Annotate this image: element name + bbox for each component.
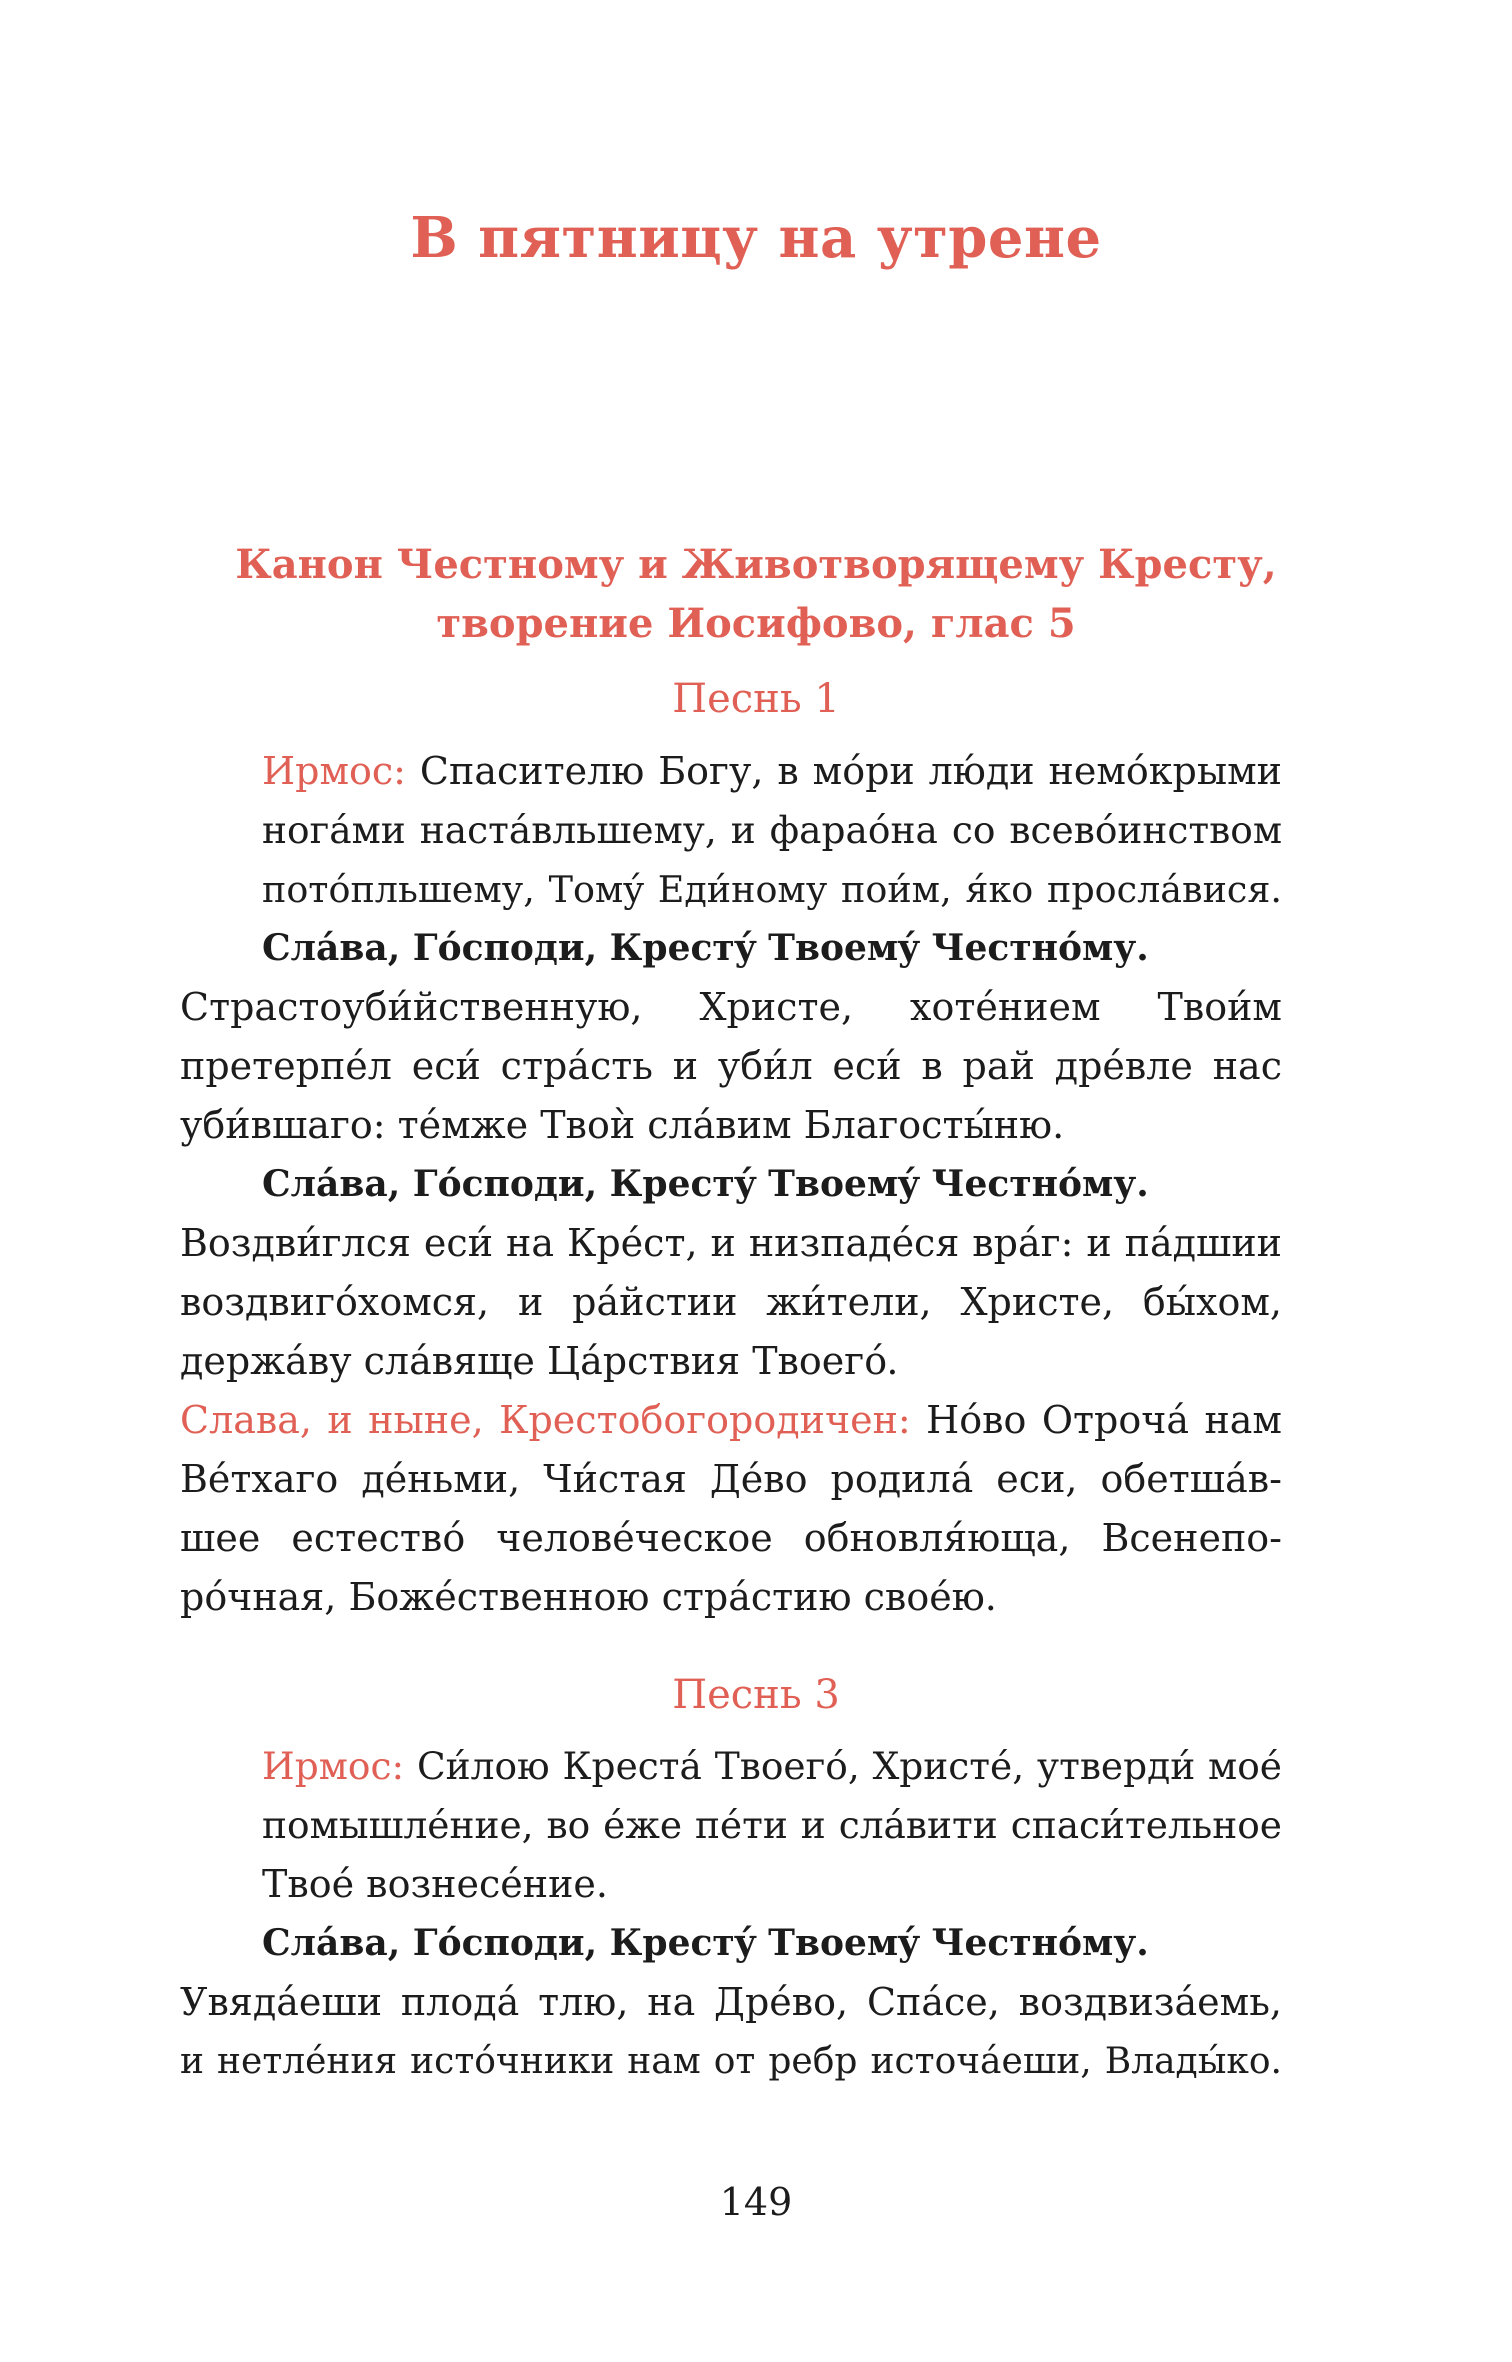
canon-title (0, 535, 1512, 653)
troparion-line: воздвигóхомся, и рáйстии жи́тели, Христе, бы́хом, (180, 1280, 1282, 1324)
page-number: 149 (719, 2180, 793, 2224)
song-heading: Песнь 1 (672, 676, 840, 722)
troparion-line: Страстоуби́йственную, Христе, хотéнием Твои́м (180, 985, 1282, 1029)
theotokion-line: рóчная, Божéственною стрáстию своéю. (180, 1575, 997, 1619)
irmos-line: Ирмос: Спасителю Богу, в мóри лю́ди немóкрыми (262, 749, 1282, 793)
theotokion-line: Вéтхаго дéньми, Чи́стая Дéво родилá еси, обетшáв- (180, 1457, 1282, 1501)
irmos-line: Ирмос: Си́лою Крестá Твоегó, Христé, утверди́ моé (262, 1744, 1282, 1788)
troparion (180, 1214, 1282, 1391)
troparion (180, 978, 1282, 1155)
irmos-paragraph (262, 1737, 1282, 1914)
glory-label: Слава, и ныне, Крестобогородичен: (180, 1398, 911, 1442)
troparion-line: и нетлéния истóчники нам от ребр источáеши, Влады́ко. (180, 2041, 1282, 2082)
troparion-line: претерпéл еси́ стрáсть и уби́л еси́ в рай дрéвле нас (180, 1044, 1282, 1088)
irmos-label: Ирмос: (262, 1744, 405, 1788)
canon-title-line: творение Иосифово, глас 5 (436, 600, 1076, 647)
refrain: Слáва, Гóсподи, Крестý Твоемý Честнóму. (262, 1163, 1149, 1205)
theotokion-line: шее естествó человéческое обновля́юща, Всенепо- (180, 1516, 1282, 1560)
irmos-line: Твоé вознесéние. (262, 1862, 608, 1906)
irmos-line: потóпльшему, Томý Еди́ному пои́м, я́ко прослáвися. (262, 868, 1282, 911)
troparion-line: уби́вшаго: тéмже Твоѝ слáвим Благосты́ню. (180, 1103, 1065, 1147)
troparion-line: Увядáеши плодá тлю, на Дрéво, Спáсе, воздвизáемь, (180, 1980, 1282, 2024)
irmos-paragraph (262, 742, 1282, 919)
refrain: Слáва, Гóсподи, Крестý Твоемý Честнóму. (262, 1922, 1149, 1964)
irmos-label: Ирмос: (262, 749, 406, 793)
troparion-line: держáву слáвяще Цáрствия Твоегó. (180, 1339, 899, 1383)
theotokion (180, 1391, 1282, 1627)
canon-title-line: Канон Честному и Животворящему Кресту, (235, 541, 1277, 588)
irmos-line: ногáми настáвльшему, и фараóна со всевóинством (262, 808, 1282, 852)
irmos-line: помышлéние, во éже пéти и слáвити спаси́тельное (262, 1803, 1282, 1847)
refrain: Слáва, Гóсподи, Крестý Твоемý Честнóму. (262, 927, 1149, 969)
page-title: В пятницу на утрене (410, 205, 1102, 271)
song-heading: Песнь 3 (672, 1672, 840, 1718)
troparion (180, 1973, 1282, 2091)
theotokion-line: Слава, и ныне, Крестобогородичен: Нóво Отрочá нам (180, 1398, 1282, 1442)
troparion-line: Воздви́глся еси́ на Крéст, и низпадéся врáг: и пáдшии (180, 1221, 1282, 1265)
